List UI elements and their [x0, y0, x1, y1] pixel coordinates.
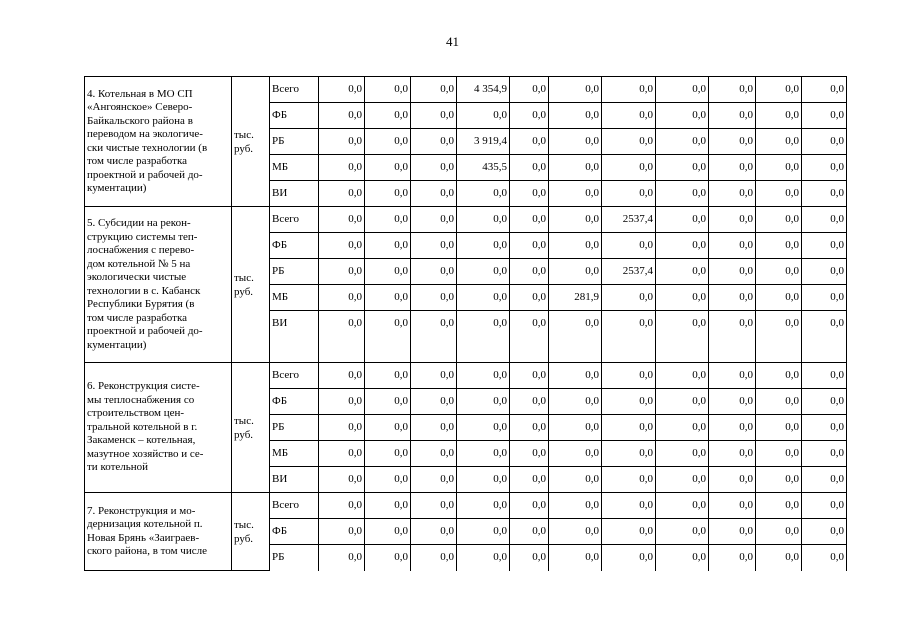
value-cell: 0,0 — [365, 77, 411, 103]
value-cell: 0,0 — [802, 181, 847, 207]
value-cell: 0,0 — [602, 103, 656, 129]
value-cell: 0,0 — [457, 311, 510, 363]
value-cell: 0,0 — [709, 519, 756, 545]
value-cell: 0,0 — [656, 285, 709, 311]
value-cell: 0,0 — [549, 493, 602, 519]
value-cell: 0,0 — [510, 493, 549, 519]
value-cell: 0,0 — [411, 545, 457, 571]
value-cell: 0,0 — [457, 545, 510, 571]
funding-source: МБ — [270, 285, 319, 311]
value-cell: 0,0 — [802, 155, 847, 181]
funding-source: Всего — [270, 363, 319, 389]
value-cell: 0,0 — [602, 155, 656, 181]
value-cell: 0,0 — [756, 233, 802, 259]
value-cell: 0,0 — [319, 493, 365, 519]
funding-source: МБ — [270, 441, 319, 467]
value-cell: 0,0 — [656, 207, 709, 233]
value-cell: 0,0 — [319, 545, 365, 571]
value-cell: 0,0 — [319, 311, 365, 363]
unit-label: тыс. руб. — [232, 77, 270, 207]
value-cell: 0,0 — [411, 389, 457, 415]
value-cell: 0,0 — [656, 103, 709, 129]
value-cell: 0,0 — [602, 285, 656, 311]
value-cell: 0,0 — [319, 389, 365, 415]
funding-source: МБ — [270, 155, 319, 181]
value-cell: 435,5 — [457, 155, 510, 181]
value-cell: 0,0 — [411, 259, 457, 285]
value-cell: 0,0 — [365, 233, 411, 259]
value-cell: 0,0 — [709, 233, 756, 259]
value-cell: 0,0 — [510, 207, 549, 233]
value-cell: 0,0 — [709, 285, 756, 311]
value-cell: 0,0 — [756, 415, 802, 441]
value-cell: 0,0 — [319, 155, 365, 181]
funding-source: Всего — [270, 77, 319, 103]
value-cell: 0,0 — [756, 103, 802, 129]
value-cell: 0,0 — [656, 389, 709, 415]
value-cell: 0,0 — [510, 389, 549, 415]
value-cell: 0,0 — [319, 233, 365, 259]
value-cell: 2537,4 — [602, 259, 656, 285]
value-cell: 0,0 — [709, 155, 756, 181]
value-cell: 0,0 — [602, 441, 656, 467]
funding-source: ВИ — [270, 467, 319, 493]
value-cell: 0,0 — [756, 155, 802, 181]
value-cell: 0,0 — [411, 103, 457, 129]
value-cell: 0,0 — [365, 103, 411, 129]
value-cell: 0,0 — [756, 77, 802, 103]
value-cell: 0,0 — [709, 389, 756, 415]
value-cell: 0,0 — [602, 389, 656, 415]
table-row — [85, 77, 847, 103]
value-cell: 0,0 — [510, 519, 549, 545]
value-cell: 0,0 — [756, 181, 802, 207]
value-cell: 0,0 — [411, 77, 457, 103]
value-cell: 0,0 — [319, 363, 365, 389]
unit-label: тыс. руб. — [232, 207, 270, 363]
value-cell: 0,0 — [365, 259, 411, 285]
value-cell: 0,0 — [656, 129, 709, 155]
value-cell: 0,0 — [709, 77, 756, 103]
value-cell: 0,0 — [549, 155, 602, 181]
value-cell: 0,0 — [602, 545, 656, 571]
page-number: 41 — [446, 34, 459, 49]
value-cell: 0,0 — [457, 363, 510, 389]
value-cell: 0,0 — [709, 493, 756, 519]
value-cell: 0,0 — [319, 519, 365, 545]
value-cell: 0,0 — [365, 467, 411, 493]
value-cell: 0,0 — [510, 129, 549, 155]
value-cell: 0,0 — [549, 389, 602, 415]
value-cell: 281,9 — [549, 285, 602, 311]
value-cell: 0,0 — [510, 415, 549, 441]
measure-name: 4. Котельная в МО СП «Ангоянское» Северо- Байкальского района в переводом на экологиче- ски чистые технологии (в том числе разработка проектной и рабочей до- кументации) — [85, 77, 232, 207]
value-cell: 2537,4 — [602, 207, 656, 233]
value-cell: 0,0 — [709, 259, 756, 285]
funding-source: ФБ — [270, 233, 319, 259]
value-cell: 0,0 — [411, 493, 457, 519]
value-cell: 0,0 — [756, 467, 802, 493]
funding-source: РБ — [270, 259, 319, 285]
value-cell: 0,0 — [549, 103, 602, 129]
value-cell: 0,0 — [457, 207, 510, 233]
funding-source: ФБ — [270, 389, 319, 415]
value-cell: 0,0 — [319, 77, 365, 103]
value-cell: 0,0 — [756, 519, 802, 545]
value-cell: 0,0 — [709, 129, 756, 155]
funding-source: ВИ — [270, 181, 319, 207]
value-cell: 0,0 — [656, 415, 709, 441]
value-cell: 0,0 — [411, 519, 457, 545]
value-cell: 0,0 — [510, 103, 549, 129]
value-cell: 0,0 — [709, 311, 756, 363]
value-cell: 0,0 — [411, 129, 457, 155]
value-cell: 0,0 — [365, 129, 411, 155]
funding-source: РБ — [270, 415, 319, 441]
value-cell: 0,0 — [656, 311, 709, 363]
value-cell: 0,0 — [319, 285, 365, 311]
value-cell: 0,0 — [602, 519, 656, 545]
funding-source: Всего — [270, 207, 319, 233]
value-cell: 0,0 — [756, 441, 802, 467]
value-cell: 0,0 — [602, 181, 656, 207]
value-cell: 0,0 — [549, 259, 602, 285]
unit-label: тыс. руб. — [232, 493, 270, 571]
value-cell: 0,0 — [802, 259, 847, 285]
value-cell: 0,0 — [709, 545, 756, 571]
value-cell: 0,0 — [411, 441, 457, 467]
value-cell: 0,0 — [656, 259, 709, 285]
value-cell: 0,0 — [709, 467, 756, 493]
value-cell: 0,0 — [802, 285, 847, 311]
value-cell: 0,0 — [510, 441, 549, 467]
value-cell: 0,0 — [656, 441, 709, 467]
value-cell: 0,0 — [802, 441, 847, 467]
funding-source: ФБ — [270, 519, 319, 545]
value-cell: 3 919,4 — [457, 129, 510, 155]
measure-name: 7. Реконструкция и мо- дернизация котельной п. Новая Брянь «Заиграев- ского района, в том числе — [85, 493, 232, 571]
value-cell: 0,0 — [319, 207, 365, 233]
value-cell: 0,0 — [756, 129, 802, 155]
value-cell: 0,0 — [365, 545, 411, 571]
value-cell: 0,0 — [709, 415, 756, 441]
value-cell: 0,0 — [510, 311, 549, 363]
value-cell: 0,0 — [602, 415, 656, 441]
value-cell: 0,0 — [756, 545, 802, 571]
value-cell: 4 354,9 — [457, 77, 510, 103]
value-cell: 0,0 — [411, 155, 457, 181]
value-cell: 0,0 — [510, 467, 549, 493]
value-cell: 0,0 — [802, 233, 847, 259]
value-cell: 0,0 — [457, 519, 510, 545]
value-cell: 0,0 — [319, 103, 365, 129]
value-cell: 0,0 — [510, 363, 549, 389]
value-cell: 0,0 — [510, 285, 549, 311]
value-cell: 0,0 — [549, 181, 602, 207]
funding-source: Всего — [270, 493, 319, 519]
value-cell: 0,0 — [656, 519, 709, 545]
value-cell: 0,0 — [365, 155, 411, 181]
funding-source: РБ — [270, 129, 319, 155]
measure-name: 5. Субсидии на рекон- струкцию системы теп- лоснабжения с перево- дом котельной № 5 на экологически чистые технологии в с. Кабанск Республики Бурятия (в том числе разработка проектной и рабочей до- кументации) — [85, 207, 232, 363]
value-cell: 0,0 — [756, 285, 802, 311]
value-cell: 0,0 — [319, 467, 365, 493]
value-cell: 0,0 — [510, 181, 549, 207]
value-cell: 0,0 — [656, 467, 709, 493]
value-cell: 0,0 — [656, 545, 709, 571]
value-cell: 0,0 — [457, 415, 510, 441]
measure-name: 6. Реконструкция систе- мы теплоснабжения со строительством цен- тральной котельной в г. Закаменск – котельная, мазутное хозяйство и се- ти котельной — [85, 363, 232, 493]
value-cell: 0,0 — [365, 181, 411, 207]
value-cell: 0,0 — [756, 207, 802, 233]
value-cell: 0,0 — [656, 77, 709, 103]
value-cell: 0,0 — [756, 493, 802, 519]
value-cell: 0,0 — [457, 181, 510, 207]
value-cell: 0,0 — [802, 311, 847, 363]
funding-source: РБ — [270, 545, 319, 571]
value-cell: 0,0 — [802, 129, 847, 155]
value-cell: 0,0 — [802, 389, 847, 415]
value-cell: 0,0 — [549, 77, 602, 103]
value-cell: 0,0 — [656, 493, 709, 519]
value-cell: 0,0 — [411, 285, 457, 311]
value-cell: 0,0 — [457, 389, 510, 415]
value-cell: 0,0 — [510, 77, 549, 103]
value-cell: 0,0 — [549, 363, 602, 389]
value-cell: 0,0 — [709, 363, 756, 389]
unit-label: тыс. руб. — [232, 363, 270, 493]
value-cell: 0,0 — [549, 415, 602, 441]
value-cell: 0,0 — [510, 545, 549, 571]
value-cell: 0,0 — [802, 467, 847, 493]
value-cell: 0,0 — [549, 467, 602, 493]
table-row — [85, 363, 847, 389]
value-cell: 0,0 — [756, 311, 802, 363]
value-cell: 0,0 — [602, 129, 656, 155]
value-cell: 0,0 — [656, 363, 709, 389]
value-cell: 0,0 — [411, 415, 457, 441]
value-cell: 0,0 — [602, 311, 656, 363]
value-cell: 0,0 — [802, 415, 847, 441]
value-cell: 0,0 — [319, 129, 365, 155]
value-cell: 0,0 — [319, 441, 365, 467]
value-cell: 0,0 — [602, 467, 656, 493]
value-cell: 0,0 — [602, 363, 656, 389]
value-cell: 0,0 — [709, 441, 756, 467]
value-cell: 0,0 — [802, 103, 847, 129]
value-cell: 0,0 — [549, 233, 602, 259]
value-cell: 0,0 — [510, 259, 549, 285]
value-cell: 0,0 — [365, 285, 411, 311]
value-cell: 0,0 — [457, 467, 510, 493]
value-cell: 0,0 — [802, 77, 847, 103]
value-cell: 0,0 — [319, 181, 365, 207]
value-cell: 0,0 — [457, 441, 510, 467]
value-cell: 0,0 — [709, 103, 756, 129]
value-cell: 0,0 — [510, 233, 549, 259]
value-cell: 0,0 — [365, 519, 411, 545]
value-cell: 0,0 — [756, 389, 802, 415]
value-cell: 0,0 — [602, 233, 656, 259]
value-cell: 0,0 — [549, 129, 602, 155]
table-row — [85, 207, 847, 233]
value-cell: 0,0 — [319, 259, 365, 285]
value-cell: 0,0 — [549, 545, 602, 571]
value-cell: 0,0 — [510, 155, 549, 181]
value-cell: 0,0 — [802, 493, 847, 519]
value-cell: 0,0 — [319, 415, 365, 441]
value-cell: 0,0 — [411, 181, 457, 207]
value-cell: 0,0 — [709, 181, 756, 207]
value-cell: 0,0 — [411, 363, 457, 389]
value-cell: 0,0 — [457, 233, 510, 259]
value-cell: 0,0 — [802, 519, 847, 545]
budget-table — [84, 76, 847, 571]
value-cell: 0,0 — [411, 233, 457, 259]
value-cell: 0,0 — [457, 493, 510, 519]
value-cell: 0,0 — [802, 363, 847, 389]
value-cell: 0,0 — [365, 415, 411, 441]
value-cell: 0,0 — [365, 207, 411, 233]
value-cell: 0,0 — [602, 77, 656, 103]
value-cell: 0,0 — [549, 311, 602, 363]
value-cell: 0,0 — [411, 467, 457, 493]
value-cell: 0,0 — [756, 259, 802, 285]
funding-source: ФБ — [270, 103, 319, 129]
value-cell: 0,0 — [656, 233, 709, 259]
value-cell: 0,0 — [656, 181, 709, 207]
value-cell: 0,0 — [365, 311, 411, 363]
value-cell: 0,0 — [365, 493, 411, 519]
value-cell: 0,0 — [457, 285, 510, 311]
funding-source: ВИ — [270, 311, 319, 363]
value-cell: 0,0 — [457, 259, 510, 285]
value-cell: 0,0 — [549, 441, 602, 467]
value-cell: 0,0 — [602, 493, 656, 519]
value-cell: 0,0 — [365, 389, 411, 415]
value-cell: 0,0 — [365, 363, 411, 389]
value-cell: 0,0 — [802, 207, 847, 233]
value-cell: 0,0 — [411, 311, 457, 363]
value-cell: 0,0 — [365, 441, 411, 467]
table-row — [85, 493, 847, 519]
value-cell: 0,0 — [411, 207, 457, 233]
value-cell: 0,0 — [756, 363, 802, 389]
value-cell: 0,0 — [549, 519, 602, 545]
value-cell: 0,0 — [549, 207, 602, 233]
value-cell: 0,0 — [802, 545, 847, 571]
value-cell: 0,0 — [457, 103, 510, 129]
table-body — [85, 77, 847, 571]
value-cell: 0,0 — [656, 155, 709, 181]
value-cell: 0,0 — [709, 207, 756, 233]
